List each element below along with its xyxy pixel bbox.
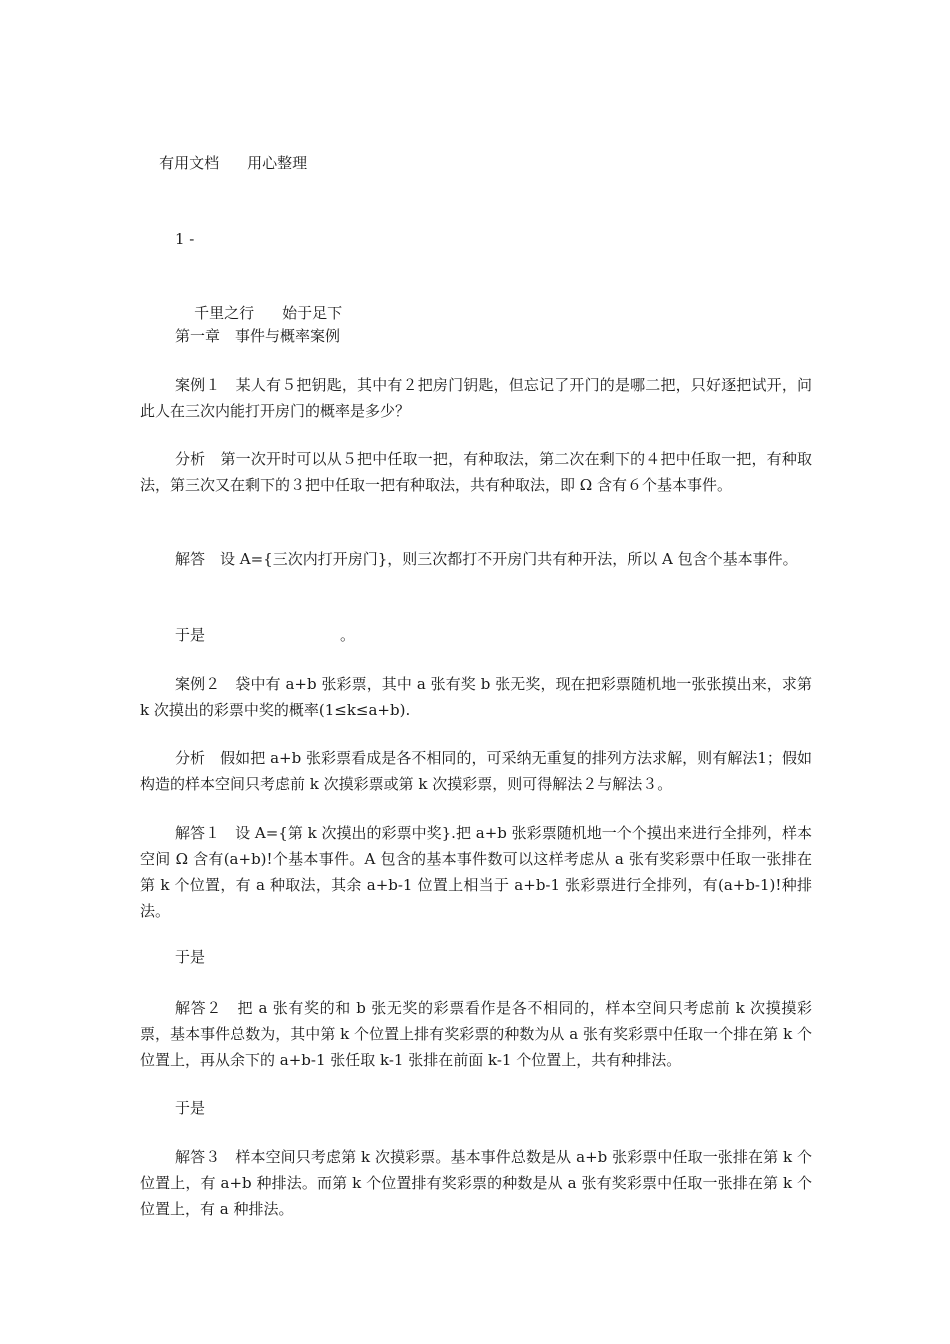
paragraph-solution3: 解答３ 样本空间只考虑第 k 次摸彩票。基本事件总数是从 a+b 张彩票中任取一张排在第 k 个位置上，有 a+b 种排法。而第 k 个位置排有奖彩票的种数是从 a 张有奖彩票中任取一张排在第 k 个位置上，有 a 种排法。 [140,1148,812,1218]
paragraph-therefore2: 于是 [175,948,206,966]
paragraph-solution2: 解答２ 把 a 张有奖的和 b 张无奖的彩票看作是各不相同的，样本空间只考虑前 k 次摸摸彩票，基本事件总数为，其中第 k 个位置上排有奖彩票的种数为从 a 张有奖彩票中任取一个排在第 k 个位置上，再从余下的 a+b-1 张任取 k-1 张排在前面 k-1 个位置上，共有种排法。 [140,999,813,1069]
paragraph-analysis1: 分析 第一次开时可以从５把中任取一把，有种取法，第二次在剩下的４把中任取一把，有种取法，第三次又在剩下的３把中任取一把有种取法，共有种取法，即 Ω 含有６个基本事件。 [140,450,812,494]
paragraph-answer1: 解答 设 A={三次内打开房门}，则三次都打不开房门共有种开法，所以 A 包含个基本事件。 [175,550,798,568]
motto-right: 始于足下 [282,304,343,322]
paragraph-analysis2: 分析 假如把 a+b 张彩票看成是各不相同的，可采纳无重复的排列方法求解，则有解法1；假如构造的样本空间只考虑前 k 次摸彩票或第 k 次摸彩票，则可得解法２与解法３。 [140,749,812,793]
page-number: 1 - [175,230,195,248]
paragraph-therefore3: 于是 [175,1099,206,1117]
header-right: 用心整理 [247,154,308,172]
motto-left: 千里之行 [194,304,255,322]
paragraph-case2: 案例２ 袋中有 a+b 张彩票，其中 a 张有奖 b 张无奖，现在把彩票随机地一张张摸出来，求第 k 次摸出的彩票中奖的概率(1≤k≤a+b). [140,675,812,719]
paragraph-therefore1: 于是 。 [175,626,356,644]
header-left: 有用文档 [159,154,220,172]
chapter-title: 第一章 事件与概率案例 [175,327,341,345]
page-header [140,124,812,202]
paragraph-case1: 案例１ 某人有５把钥匙，其中有２把房门钥匙，但忘记了开门的是哪二把，只好逐把试开，问此人在三次内能打开房门的概率是多少？ [140,376,812,420]
paragraph-solution1: 解答１ 设 A={第 k 次摸出的彩票中奖}.把 a+b 张彩票随机地一个个摸出来进行全排列，样本空间 Ω 含有(a+b)!个基本事件。A 包含的基本事件数可以这样考虑从 a 张有奖彩票中任取一张排在第 k 个位置，有 a 种取法，其余 a+b-1 位置上相当于 a+b-1 张彩票进行全排列，有(a+b-1)!种排法。 [140,824,812,920]
